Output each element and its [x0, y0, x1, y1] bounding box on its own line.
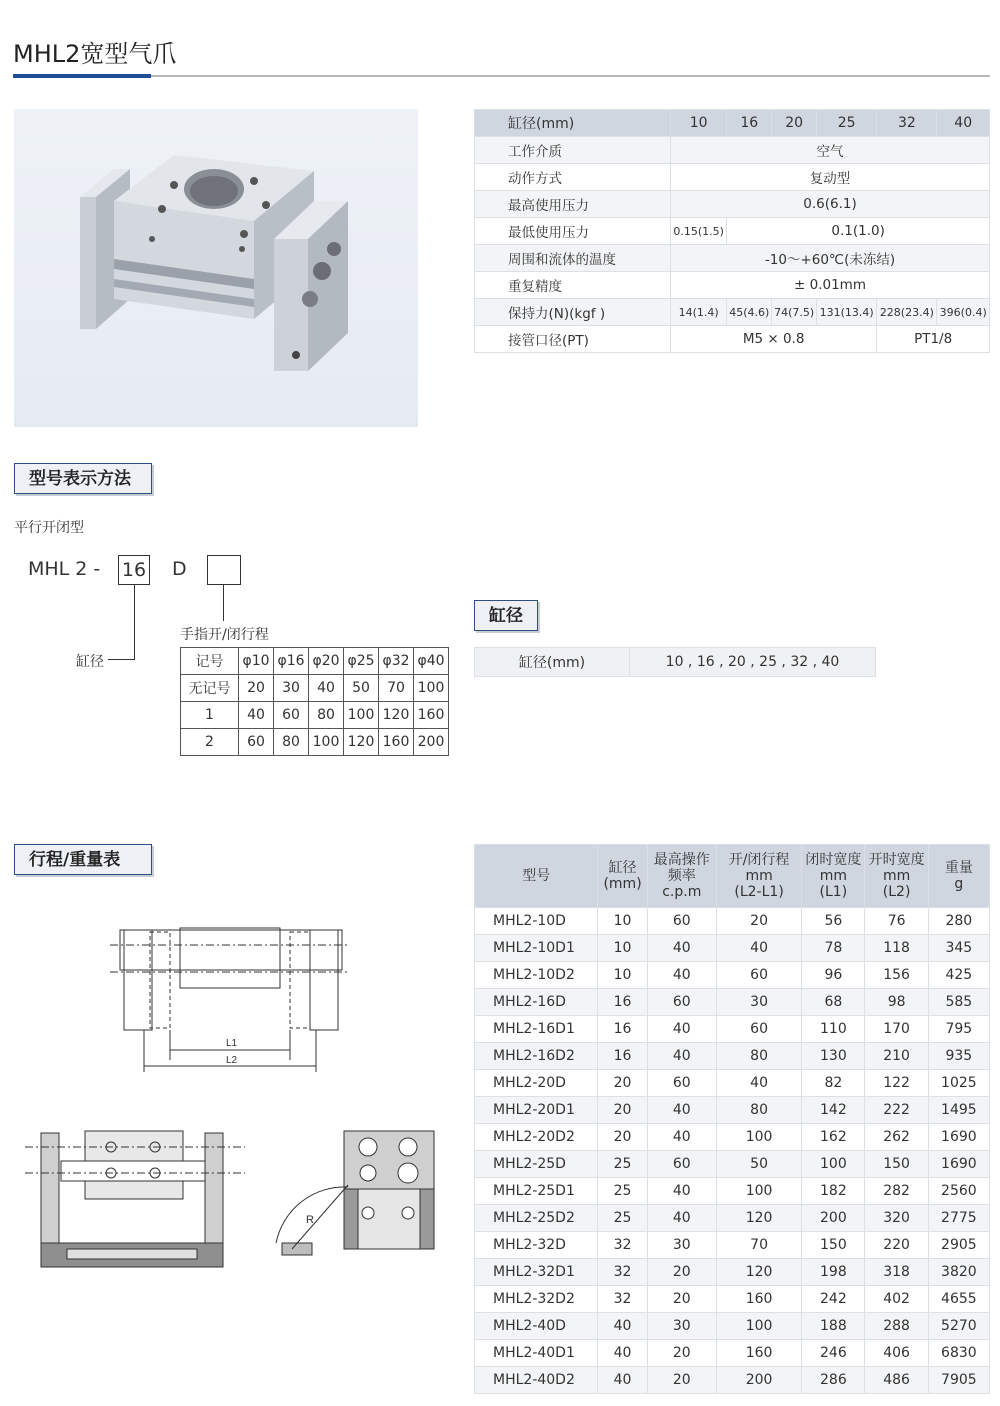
- table-row: [475, 908, 990, 935]
- table-cell: 32: [598, 1232, 647, 1259]
- table-cell: 80: [716, 1043, 801, 1070]
- table-cell: 50: [716, 1151, 801, 1178]
- table-cell: 16: [598, 1016, 647, 1043]
- model-prefix: MHL 2 -: [28, 558, 101, 580]
- table-cell: 82: [802, 1070, 865, 1097]
- table-cell: 60: [274, 702, 309, 729]
- table-cell: 182: [802, 1178, 865, 1205]
- spec-label: 接管口径(PT): [475, 326, 671, 353]
- l1-label: L1: [226, 1038, 238, 1049]
- table-cell: MHL2-32D2: [475, 1286, 598, 1313]
- table-cell: 160: [716, 1340, 801, 1367]
- table-cell: 795: [928, 1016, 989, 1043]
- leader-line: [134, 585, 135, 660]
- table-cell: 10: [598, 908, 647, 935]
- table-cell: 60: [647, 1151, 716, 1178]
- table-cell: 100: [309, 729, 344, 756]
- table-cell: 118: [865, 935, 928, 962]
- table-cell: 76: [865, 908, 928, 935]
- table-cell: 40: [598, 1367, 647, 1394]
- table-row: [475, 1286, 990, 1313]
- table-cell: 345: [928, 935, 989, 962]
- spec-row-port: [475, 326, 990, 353]
- table-cell: 20: [647, 1367, 716, 1394]
- table-cell: 286: [802, 1367, 865, 1394]
- table-cell: MHL2-16D: [475, 989, 598, 1016]
- table-row: [475, 935, 990, 962]
- table-cell: 198: [802, 1259, 865, 1286]
- leader-line: [223, 585, 224, 621]
- table-cell: 1025: [928, 1070, 989, 1097]
- spec-row-medium: [475, 137, 990, 164]
- table-cell: 60: [716, 962, 801, 989]
- table-cell: 262: [865, 1124, 928, 1151]
- spec-value: 131(13.4): [817, 299, 877, 326]
- table-row: [475, 1259, 990, 1286]
- bore-col: 16: [727, 110, 772, 137]
- table-cell: 486: [865, 1367, 928, 1394]
- spec-value: 45(4.6): [727, 299, 772, 326]
- table-cell: 20: [598, 1124, 647, 1151]
- spec-label: 最低使用压力: [475, 218, 671, 245]
- table-row: [475, 648, 876, 677]
- table-header-cell: 型号: [475, 845, 598, 908]
- table-cell: 160: [379, 729, 414, 756]
- table-cell: 40: [598, 1313, 647, 1340]
- bore-label: 缸径(mm): [475, 648, 630, 677]
- table-header-cell: φ25: [344, 648, 379, 675]
- spec-row-temp: [475, 245, 990, 272]
- spec-row-action: [475, 164, 990, 191]
- table-cell: 10: [598, 935, 647, 962]
- bore-col: 40: [937, 110, 990, 137]
- spec-row-holding: [475, 299, 990, 326]
- table-cell: 16: [598, 1043, 647, 1070]
- table-cell: MHL2-20D1: [475, 1097, 598, 1124]
- stroke-table: [180, 647, 449, 756]
- table-header-cell: φ32: [379, 648, 414, 675]
- table-cell: 120: [716, 1259, 801, 1286]
- table-cell: MHL2-25D2: [475, 1205, 598, 1232]
- action-code: D: [172, 558, 187, 580]
- table-cell: 60: [716, 1016, 801, 1043]
- title-accent-bar: [13, 74, 151, 78]
- spec-header-label: 缸径(mm): [475, 110, 671, 137]
- table-row: [475, 1097, 990, 1124]
- table-cell: 100: [344, 702, 379, 729]
- table-cell: 4655: [928, 1286, 989, 1313]
- table-cell: 7905: [928, 1367, 989, 1394]
- spec-value: 396(0.4): [937, 299, 990, 326]
- table-cell: MHL2-32D: [475, 1232, 598, 1259]
- table-cell: 935: [928, 1043, 989, 1070]
- table-cell: 100: [414, 675, 449, 702]
- spec-table: [474, 109, 990, 353]
- table-cell: 2905: [928, 1232, 989, 1259]
- bore-col: 20: [772, 110, 817, 137]
- table-cell: 98: [865, 989, 928, 1016]
- table-cell: 20: [647, 1286, 716, 1313]
- spec-value: PT1/8: [877, 326, 990, 353]
- spec-label: 保持力(N)(kgf ): [475, 299, 671, 326]
- gripper-side-drawing: [25, 1125, 245, 1275]
- spec-label: 工作介质: [475, 137, 671, 164]
- table-header-cell: 重量 g: [928, 845, 989, 908]
- table-cell: 40: [647, 1178, 716, 1205]
- table-cell: 320: [865, 1205, 928, 1232]
- table-cell: 122: [865, 1070, 928, 1097]
- spec-value: 复动型: [671, 164, 990, 191]
- table-cell: MHL2-20D: [475, 1070, 598, 1097]
- table-cell: MHL2-10D1: [475, 935, 598, 962]
- section-model-heading: 型号表示方法: [14, 463, 152, 494]
- table-cell: 60: [239, 729, 274, 756]
- table-cell: MHL2-16D2: [475, 1043, 598, 1070]
- table-row: [475, 1151, 990, 1178]
- table-header-cell: 开/闭行程 mm (L2-L1): [716, 845, 801, 908]
- table-header-cell: 记号: [181, 648, 239, 675]
- table-cell: 40: [647, 1097, 716, 1124]
- spec-row-max-pressure: [475, 191, 990, 218]
- table-cell: MHL2-32D1: [475, 1259, 598, 1286]
- table-cell: 40: [716, 1070, 801, 1097]
- table-cell: 130: [802, 1043, 865, 1070]
- table-cell: 2: [181, 729, 239, 756]
- table-row: [181, 702, 449, 729]
- gripper-front-drawing: [110, 920, 350, 1080]
- table-cell: 68: [802, 989, 865, 1016]
- table-cell: MHL2-10D2: [475, 962, 598, 989]
- table-cell: 40: [598, 1340, 647, 1367]
- table-header-cell: φ10: [239, 648, 274, 675]
- table-cell: 20: [647, 1340, 716, 1367]
- table-row: [475, 1232, 990, 1259]
- table-cell: 20: [598, 1097, 647, 1124]
- table-cell: MHL2-20D2: [475, 1124, 598, 1151]
- table-row: [475, 1016, 990, 1043]
- spec-value: 空气: [671, 137, 990, 164]
- table-cell: 56: [802, 908, 865, 935]
- table-cell: 70: [379, 675, 414, 702]
- model-subtitle: 平行开闭型: [14, 520, 84, 536]
- bore-code-box: 16: [118, 555, 150, 585]
- table-cell: 425: [928, 962, 989, 989]
- table-cell: 120: [716, 1205, 801, 1232]
- table-cell: 20: [716, 908, 801, 935]
- table-row: [475, 1043, 990, 1070]
- spec-value: 228(23.4): [877, 299, 937, 326]
- table-cell: 80: [274, 729, 309, 756]
- bore-caption: 缸径: [76, 654, 104, 670]
- table-cell: 50: [344, 675, 379, 702]
- table-header-cell: φ40: [414, 648, 449, 675]
- table-cell: 100: [716, 1124, 801, 1151]
- table-cell: 1495: [928, 1097, 989, 1124]
- table-cell: 30: [716, 989, 801, 1016]
- table-cell: 40: [647, 935, 716, 962]
- table-cell: 40: [647, 962, 716, 989]
- stroke-caption: 手指开/闭行程: [180, 627, 269, 643]
- r-label: R: [306, 1214, 314, 1226]
- table-cell: 40: [647, 1016, 716, 1043]
- table-cell: 200: [716, 1367, 801, 1394]
- table-cell: 585: [928, 989, 989, 1016]
- table-cell: 20: [647, 1259, 716, 1286]
- table-cell: 25: [598, 1205, 647, 1232]
- table-row: [475, 1124, 990, 1151]
- stroke-weight-table: [474, 844, 990, 1394]
- bore-values: 10 , 16 , 20 , 25 , 32 , 40: [630, 648, 876, 677]
- spec-row-repeat: [475, 272, 990, 299]
- spec-label: 最高使用压力: [475, 191, 671, 218]
- table-cell: 162: [802, 1124, 865, 1151]
- table-cell: 40: [647, 1124, 716, 1151]
- table-cell: 1690: [928, 1151, 989, 1178]
- l2-label: L2: [226, 1055, 238, 1066]
- table-header-row: [475, 845, 990, 908]
- table-header-cell: 最高操作 频率 c.p.m: [647, 845, 716, 908]
- stroke-code-box: [207, 555, 241, 585]
- table-cell: 150: [802, 1232, 865, 1259]
- spec-label: 重复精度: [475, 272, 671, 299]
- table-cell: 170: [865, 1016, 928, 1043]
- table-cell: 60: [647, 989, 716, 1016]
- table-cell: 20: [239, 675, 274, 702]
- spec-value: ± 0.01mm: [671, 272, 990, 299]
- table-cell: 110: [802, 1016, 865, 1043]
- spec-label: 动作方式: [475, 164, 671, 191]
- table-cell: 78: [802, 935, 865, 962]
- table-cell: 6830: [928, 1340, 989, 1367]
- table-cell: 5270: [928, 1313, 989, 1340]
- table-row: [475, 1313, 990, 1340]
- spec-row-min-pressure: [475, 218, 990, 245]
- leader-line: [108, 659, 135, 660]
- table-cell: 16: [598, 989, 647, 1016]
- table-cell: 80: [309, 702, 344, 729]
- table-row: [475, 1340, 990, 1367]
- spec-header-row: [475, 110, 990, 137]
- table-cell: 3820: [928, 1259, 989, 1286]
- table-row: [475, 1070, 990, 1097]
- table-cell: 282: [865, 1178, 928, 1205]
- table-cell: 120: [344, 729, 379, 756]
- table-cell: 2775: [928, 1205, 989, 1232]
- gripper-end-drawing: [262, 1125, 442, 1275]
- table-cell: 32: [598, 1259, 647, 1286]
- spec-value: -10～+60℃(未冻结): [671, 245, 990, 272]
- spec-value: 0.1(1.0): [727, 218, 990, 245]
- bore-col: 25: [817, 110, 877, 137]
- table-cell: 20: [598, 1070, 647, 1097]
- table-cell: 210: [865, 1043, 928, 1070]
- table-cell: 156: [865, 962, 928, 989]
- spec-value: 14(1.4): [671, 299, 727, 326]
- table-cell: 402: [865, 1286, 928, 1313]
- table-row: [181, 648, 449, 675]
- section-bore-heading: 缸径: [474, 600, 538, 631]
- table-cell: 70: [716, 1232, 801, 1259]
- table-header-cell: 开时宽度 mm (L2): [865, 845, 928, 908]
- table-cell: MHL2-40D2: [475, 1367, 598, 1394]
- table-cell: 40: [309, 675, 344, 702]
- table-cell: 80: [716, 1097, 801, 1124]
- table-cell: 1690: [928, 1124, 989, 1151]
- table-cell: 100: [802, 1151, 865, 1178]
- table-cell: 142: [802, 1097, 865, 1124]
- table-header-cell: 缸径 (mm): [598, 845, 647, 908]
- spec-value: M5 × 0.8: [671, 326, 877, 353]
- table-cell: MHL2-40D1: [475, 1340, 598, 1367]
- spec-value: 0.15(1.5): [671, 218, 727, 245]
- spec-value: 74(7.5): [772, 299, 817, 326]
- table-cell: 10: [598, 962, 647, 989]
- spec-value: 0.6(6.1): [671, 191, 990, 218]
- table-cell: 150: [865, 1151, 928, 1178]
- table-header-cell: φ16: [274, 648, 309, 675]
- bore-col: 10: [671, 110, 727, 137]
- table-row: [181, 675, 449, 702]
- table-cell: 100: [716, 1313, 801, 1340]
- table-cell: MHL2-16D1: [475, 1016, 598, 1043]
- table-cell: 246: [802, 1340, 865, 1367]
- section-stroke-weight-heading: 行程/重量表: [14, 844, 152, 875]
- table-cell: 30: [647, 1313, 716, 1340]
- table-cell: 220: [865, 1232, 928, 1259]
- table-cell: 100: [716, 1178, 801, 1205]
- table-row: [475, 1367, 990, 1394]
- table-cell: 160: [414, 702, 449, 729]
- table-cell: 188: [802, 1313, 865, 1340]
- spec-label: 周围和流体的温度: [475, 245, 671, 272]
- table-cell: 40: [647, 1043, 716, 1070]
- table-header-cell: 闭时宽度 mm (L1): [802, 845, 865, 908]
- table-cell: 25: [598, 1151, 647, 1178]
- table-cell: 60: [647, 1070, 716, 1097]
- page-title: MHL2宽型气爪: [13, 40, 177, 68]
- table-row: [475, 989, 990, 1016]
- table-cell: 40: [239, 702, 274, 729]
- table-cell: 120: [379, 702, 414, 729]
- table-cell: 40: [716, 935, 801, 962]
- table-cell: 280: [928, 908, 989, 935]
- table-cell: MHL2-10D: [475, 908, 598, 935]
- table-cell: 406: [865, 1340, 928, 1367]
- table-cell: 242: [802, 1286, 865, 1313]
- table-cell: 32: [598, 1286, 647, 1313]
- table-cell: 60: [647, 908, 716, 935]
- bore-table: [474, 647, 876, 677]
- table-cell: 1: [181, 702, 239, 729]
- table-cell: 40: [647, 1205, 716, 1232]
- table-cell: 30: [647, 1232, 716, 1259]
- table-cell: 318: [865, 1259, 928, 1286]
- table-cell: MHL2-40D: [475, 1313, 598, 1340]
- table-cell: 288: [865, 1313, 928, 1340]
- table-row: [475, 1178, 990, 1205]
- table-cell: 160: [716, 1286, 801, 1313]
- title-divider: [13, 75, 990, 77]
- product-photo: [14, 109, 418, 427]
- table-cell: MHL2-25D1: [475, 1178, 598, 1205]
- table-row: [475, 962, 990, 989]
- table-row: [181, 729, 449, 756]
- table-cell: 2560: [928, 1178, 989, 1205]
- table-row: [475, 1205, 990, 1232]
- table-header-cell: φ20: [309, 648, 344, 675]
- table-cell: 无记号: [181, 675, 239, 702]
- table-cell: 30: [274, 675, 309, 702]
- table-cell: 96: [802, 962, 865, 989]
- bore-col: 32: [877, 110, 937, 137]
- table-cell: 25: [598, 1178, 647, 1205]
- table-cell: 200: [414, 729, 449, 756]
- table-cell: 200: [802, 1205, 865, 1232]
- table-cell: 222: [865, 1097, 928, 1124]
- table-cell: MHL2-25D: [475, 1151, 598, 1178]
